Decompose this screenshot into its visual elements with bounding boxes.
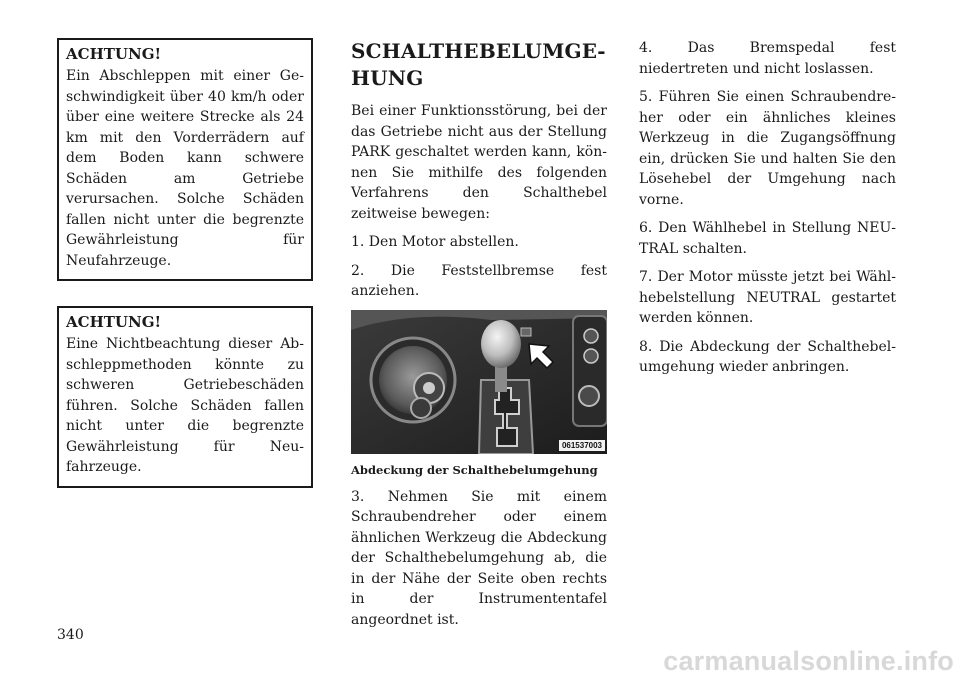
step-1: 1. Den Motor abstellen. bbox=[351, 234, 519, 250]
warning-text: Ein Abschleppen mit einer Geschwindigkeit über 40 km/h oder über eine weitere Strecke als 24 km mit den Vorderrädern auf dem Boden kann schwere Schäden am Getriebe verursachen. Solche Schäden fallen nicht unter die begrenzte Gewährleistung für Neufahrzeuge. bbox=[66, 68, 304, 269]
page-number: 340 bbox=[57, 627, 84, 643]
shifter-photo-illustration bbox=[351, 310, 607, 454]
left-column bbox=[57, 38, 313, 488]
watermark: carmanualsonline.info bbox=[663, 646, 954, 676]
warning-title: ACHTUNG! bbox=[66, 45, 162, 63]
warning-box-towing-method bbox=[57, 306, 313, 488]
warning-title: ACHTUNG! bbox=[66, 313, 162, 331]
step-2: 2. Die Feststellbremse fest anziehen. bbox=[351, 262, 607, 299]
figure-code: 061537003 bbox=[559, 440, 605, 451]
right-column bbox=[639, 38, 896, 386]
shifter-bypass-cover-photo bbox=[351, 310, 607, 454]
section-intro: Bei einer Funktionsstörung, bei der das Getriebe nicht aus der Stellung PARK geschaltet werden kann, können Sie mithilfe des folgenden Verfahrens den Schalthebel zeitweise bewegen: bbox=[351, 103, 607, 222]
middle-column bbox=[351, 38, 607, 638]
step-3: 3. Nehmen Sie mit einem Schraubendreher oder einem ähnlichen Werkzeug die Abdeckung der Schalthebelumgehung ab, die in der Nähe der Seite oben rechts in der Instrumententafel angeordnet ist. bbox=[351, 488, 607, 628]
step-4: 4. Das Bremspedal fest niedertreten und nicht loslassen. bbox=[639, 40, 896, 77]
step-7: 7. Der Motor müsste jetzt bei Wählhebelstellung NEUTRAL gestartet werden können. bbox=[639, 269, 896, 326]
warning-box-towing-speed bbox=[57, 38, 313, 281]
section-title: SCHALTHEBELUMGEHUNG bbox=[351, 39, 606, 90]
figure-caption: Abdeckung der Schalthebelumgehung bbox=[351, 462, 598, 477]
step-5: 5. Führen Sie einen Schraubendreher oder ein ähnliches kleines Werkzeug in die Zugangsöffnung ein, drücken Sie und halten Sie den Lösehebel der Umgehung nach vorne. bbox=[639, 89, 896, 208]
step-8: 8. Die Abdeckung der Schalthebelumgehung wieder anbringen. bbox=[639, 338, 896, 375]
step-6: 6. Den Wählhebel in Stellung NEUTRAL schalten. bbox=[639, 220, 896, 257]
warning-text: Eine Nichtbeachtung dieser Abschleppmethoden könnte zu schweren Getriebeschäden führen. Solche Schäden fallen nicht unter die begrenzte Gewährleistung für Neufahrzeuge. bbox=[66, 336, 304, 475]
